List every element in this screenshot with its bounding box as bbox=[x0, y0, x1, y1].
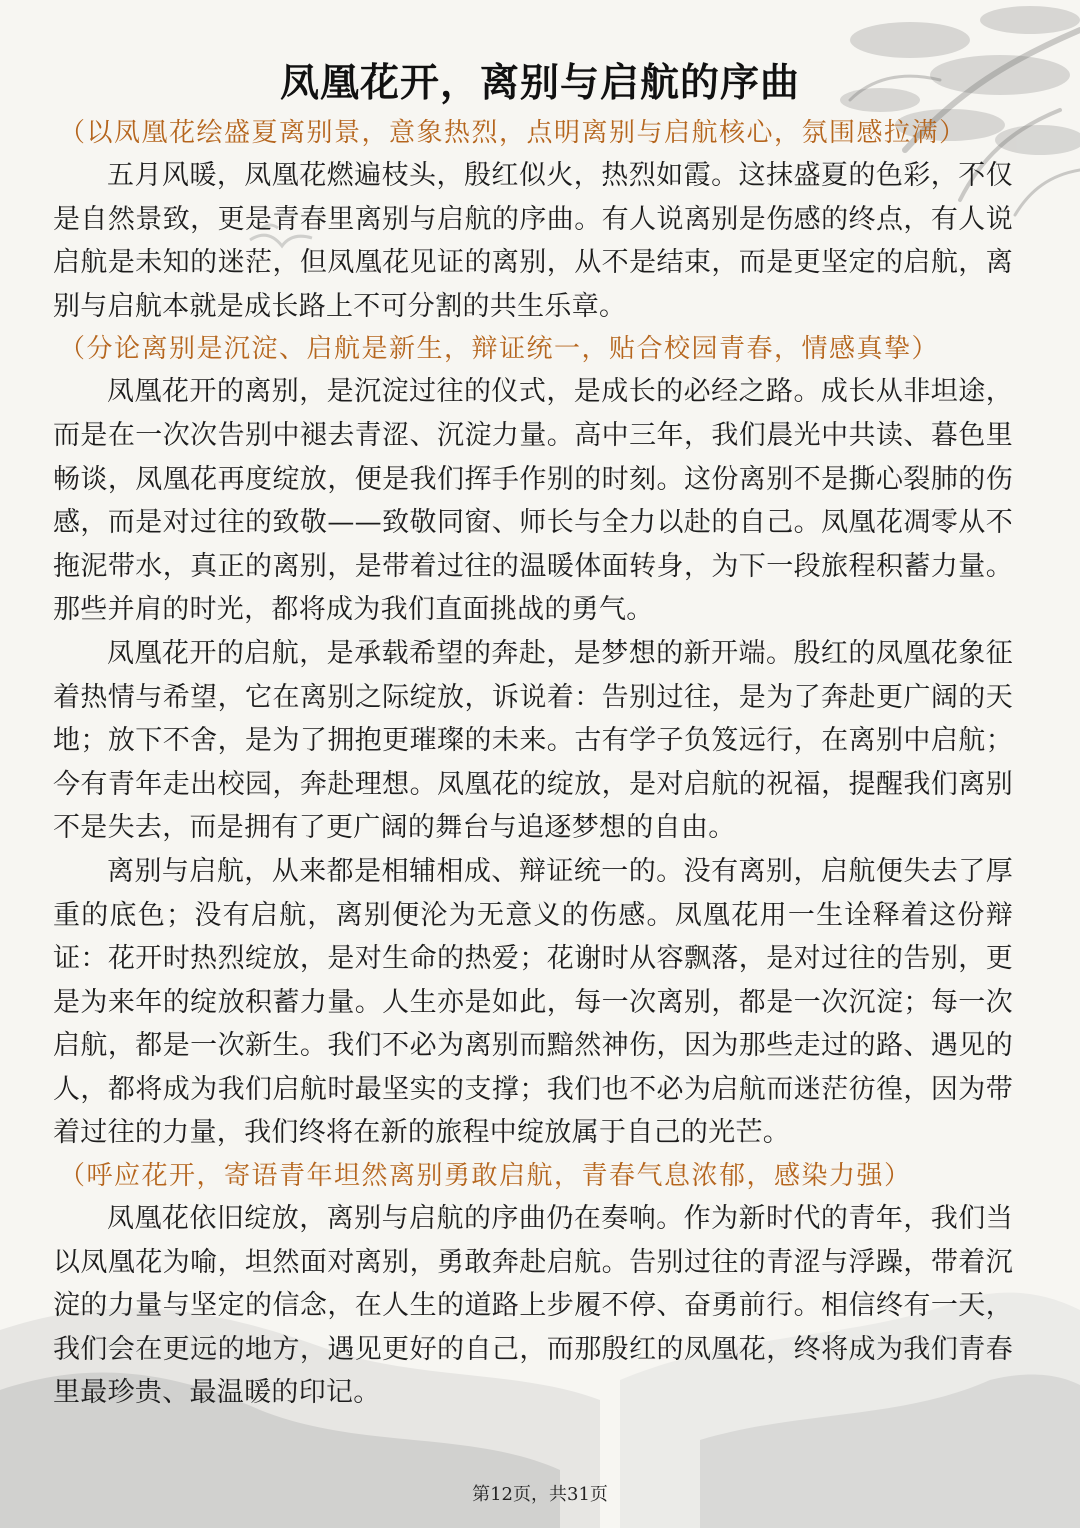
paragraph: 凤凰花依旧绽放，离别与启航的序曲仍在奏响。作为新时代的青年，我们当以凤凰花为喻，坦然面对离别，勇敢奔赴启航。告别过往的青涩与浮躁，带着沉淀的力量与坚定的信念，在人生的道路上步履不停、奋勇前行。相信终有一天，我们会在更远的地方，遇见更好的自己，而那殷红的凤凰花，终将成为我们青春里最珍贵、最温暖的印记。 bbox=[53, 1203, 1013, 1409]
paragraph: 五月风暖，凤凰花燃遍枝头，殷红似火，热烈如霞。这抹盛夏的色彩，不仅是自然景致，更是青春里离别与启航的序曲。有人说离别是伤感的终点，有人说启航是未知的迷茫，但凤凰花见证的离别，从不是结束，而是更坚定的启航，离别与启航本就是成长路上不可分割的共生乐章。 bbox=[53, 160, 1013, 322]
annotation-note: （分论离别是沉淀、启航是新生，辩证统一，贴合校园青春，情感真挚） bbox=[59, 334, 940, 365]
annotation-note: （呼应花开，寄语青年坦然离别勇敢启航，青春气息浓郁，感染力强） bbox=[59, 1161, 912, 1192]
paragraph: 凤凰花开的离别，是沉淀过往的仪式，是成长的必经之路。成长从非坦途，而是在一次次告别中褪去青涩、沉淀力量。高中三年，我们晨光中共读、暮色里畅谈，凤凰花再度绽放，便是我们挥手作别的时刻。这份离别不是撕心裂肺的伤感，而是对过往的致敬——致敬同窗、师长与全力以赴的自己。凤凰花凋零从不拖泥带水，真正的离别，是带着过往的温暖体面转身，为下一段旅程积蓄力量。那些并肩的时光，都将成为我们直面挑战的勇气。 bbox=[53, 376, 1013, 626]
paragraph: 离别与启航，从来都是相辅相成、辩证统一的。没有离别，启航便失去了厚重的底色；没有启航，离别便沦为无意义的伤感。凤凰花用一生诠释着这份辩证：花开时热烈绽放，是对生命的热爱；花谢时从容飘落，是对过往的告别，更是为来年的绽放积蓄力量。人生亦是如此，每一次离别，都是一次沉淀；每一次启航，都是一次新生。我们不必为离别而黯然神伤，因为那些走过的路、遇见的人，都将成为我们启航时最坚实的支撑；我们也不必为启航而迷茫彷徨，因为带着过往的力量，我们终将在新的旅程中绽放属于自己的光芒。 bbox=[53, 855, 1013, 1149]
page-number: 第12页，共31页 bbox=[472, 1484, 608, 1505]
page-title: 凤凰花开，离别与启航的序曲 bbox=[279, 61, 800, 106]
annotation-note: （以凤凰花绘盛夏离别景，意象热烈，点明离别与启航核心，氛围感拉满） bbox=[59, 118, 967, 148]
paragraph: 凤凰花开的启航，是承载希望的奔赴，是梦想的新开端。殷红的凤凰花象征着热情与希望，它在离别之际绽放，诉说着：告别过往，是为了奔赴更广阔的天地；放下不舍，是为了拥抱更璀璨的未来。古有学子负笈远行，在离别中启航；今有青年走出校园，奔赴理想。凤凰花的绽放，是对启航的祝福，提醒我们离别不是失去，而是拥有了更广阔的舞台与追逐梦想的自由。 bbox=[53, 637, 1013, 844]
essay-body bbox=[53, 112, 1013, 1415]
